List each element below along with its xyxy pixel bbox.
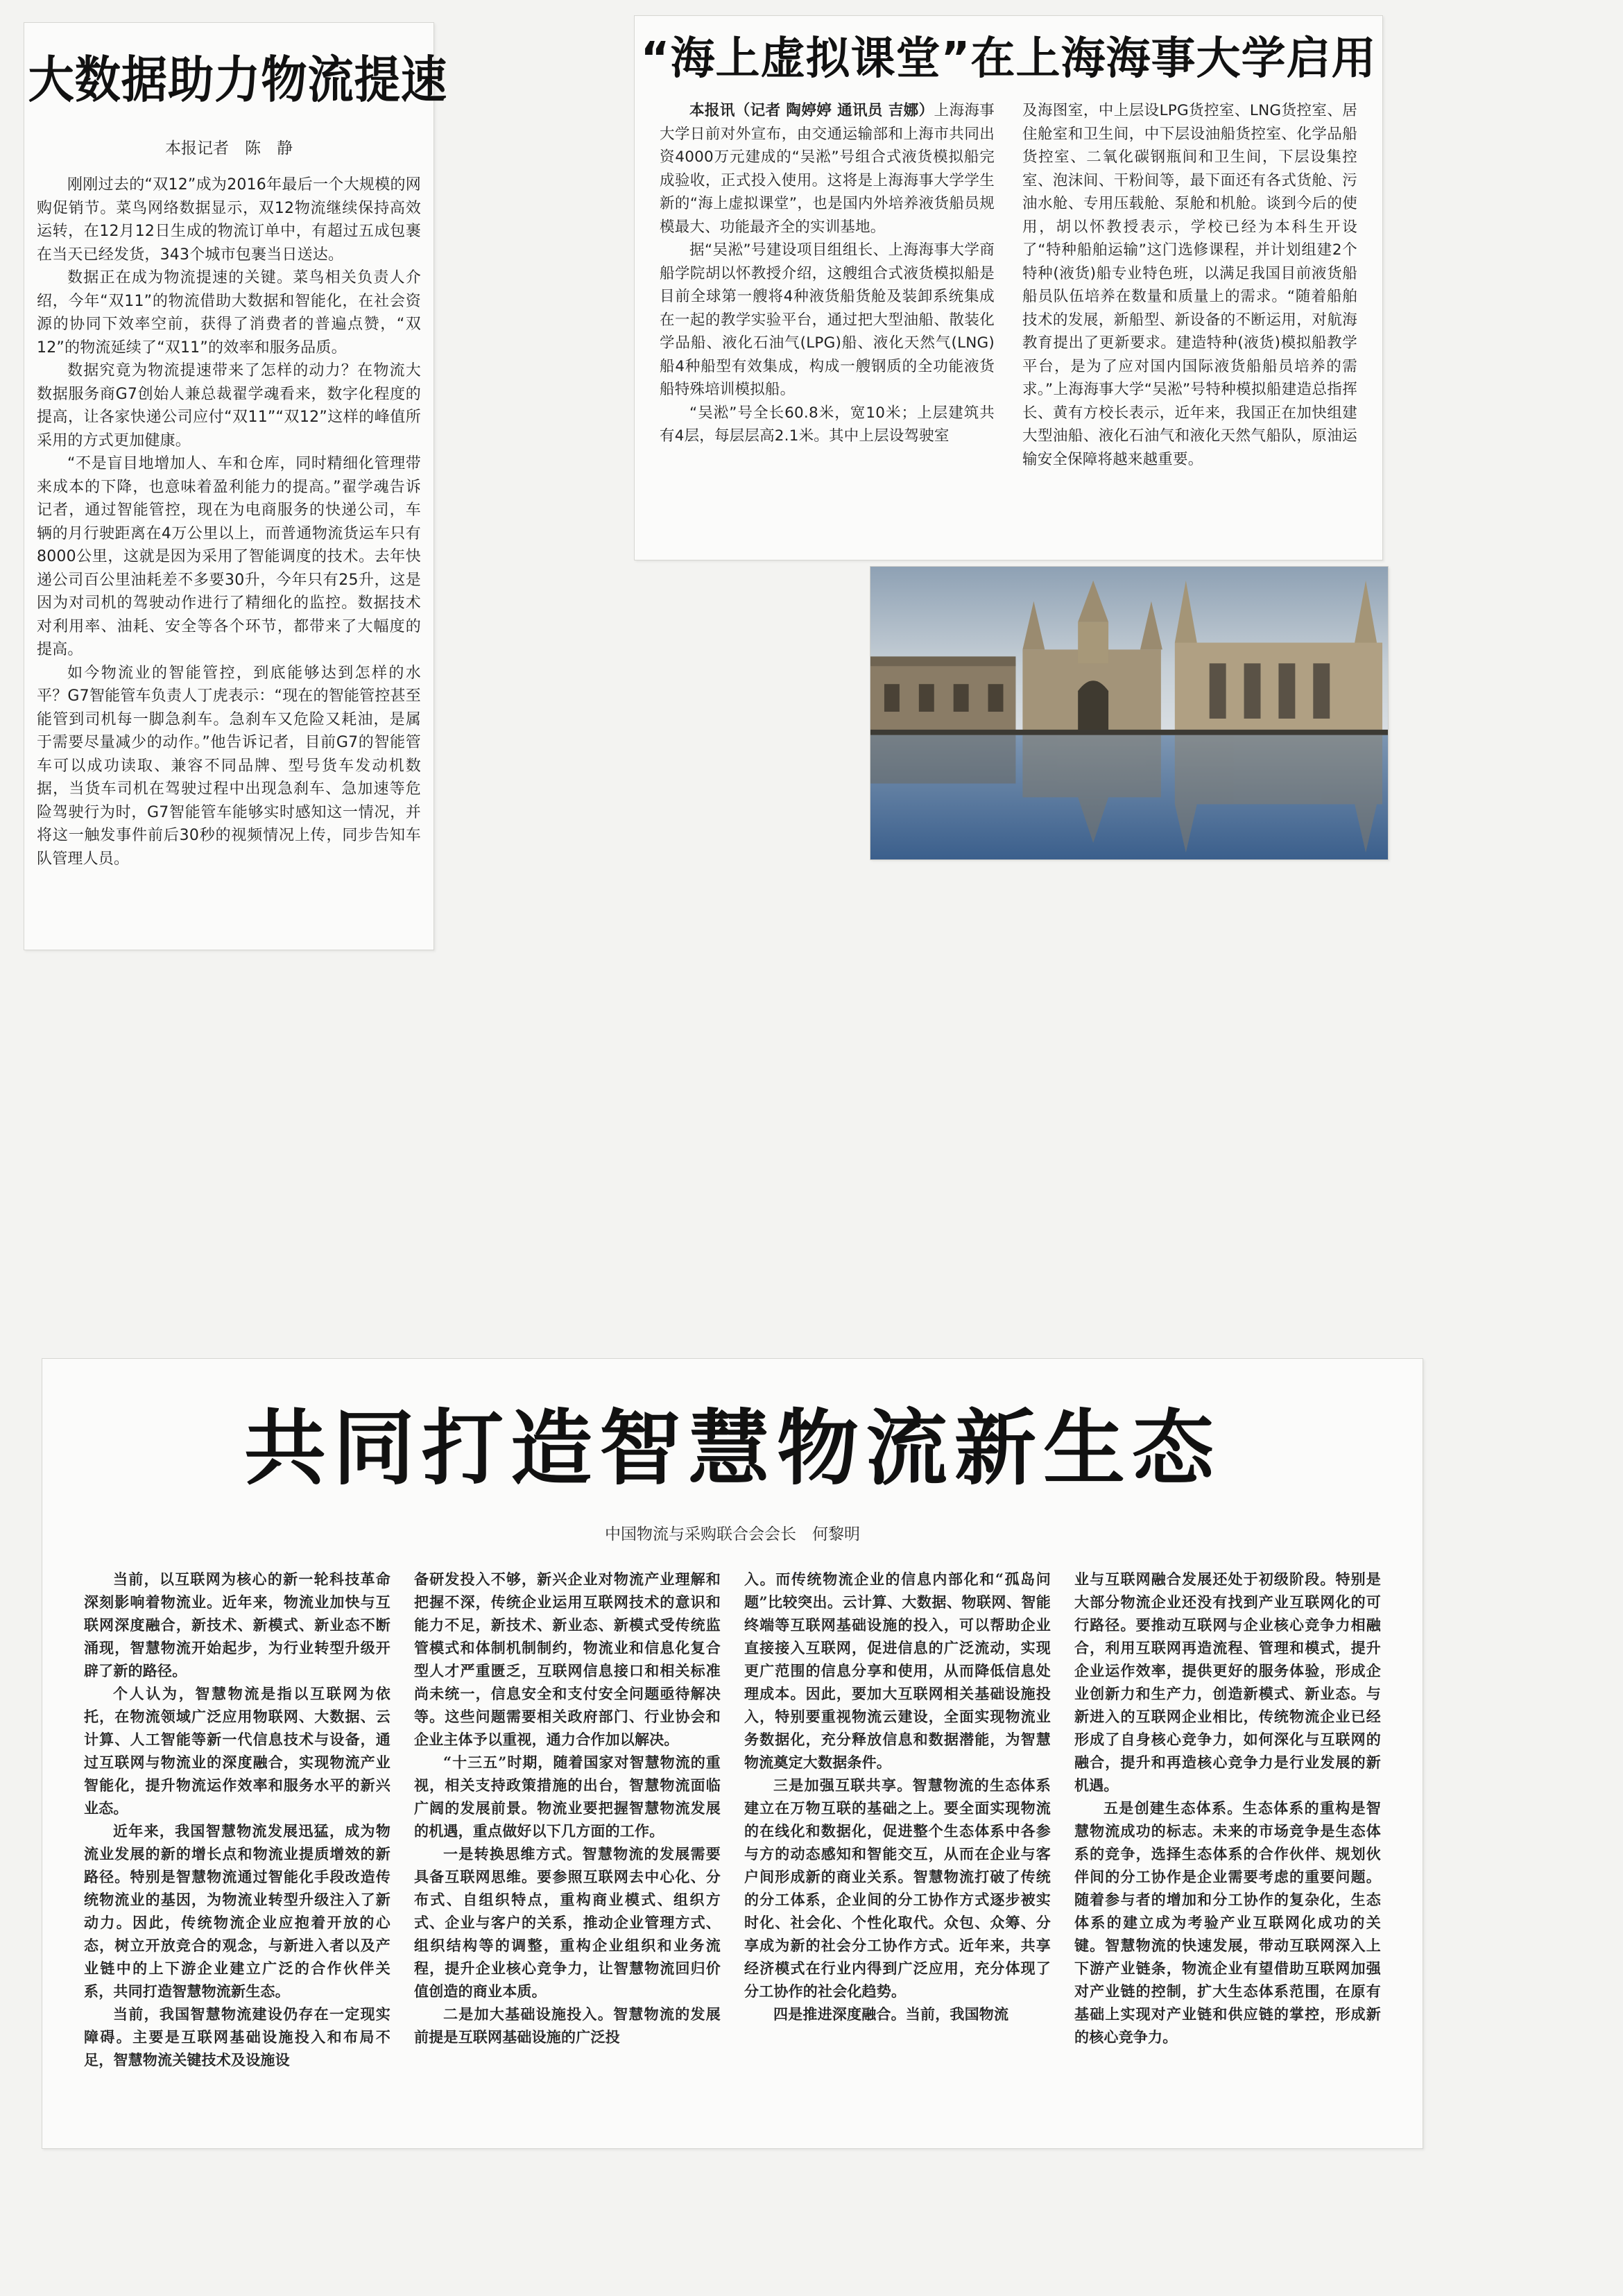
paragraph: “十三五”时期，随着国家对智慧物流的重视，相关支持政策措施的出台，智慧物流面临广阔的发展前景。物流业要把握智慧物流发展的机遇，重点做好以下几方面的工作。 <box>414 1754 721 1840</box>
chapel-reflection-image <box>870 567 1388 859</box>
article-clipping-big-data-logistics <box>24 22 447 950</box>
paragraph: 四是推进深度融合。当前，我国物流 <box>773 2005 1009 2023</box>
headline: 共同打造智慧物流新生态 <box>243 1400 1221 1496</box>
column-1 <box>84 1568 390 2071</box>
news-photo <box>870 566 1389 860</box>
paragraph: 当前，以互联网为核心的新一轮科技革命深刻影响着物流业。近年来，物流业加快与互联网深度融合，新技术、新模式、新业态不断涌现，智慧物流开始起步，为行业转型升级开辟了新的路径。 <box>84 1570 390 1679</box>
lead-credit: 本报讯（记者 陶婷婷 通讯员 吉娜） <box>689 102 934 119</box>
column-2 <box>414 1568 721 2071</box>
paragraph: 二是加大基础设施投入。智慧物流的发展前提是互联网基础设施的广泛投 <box>414 2005 721 2046</box>
column-2 <box>1022 99 1357 471</box>
column-1 <box>660 99 995 471</box>
paragraph <box>660 99 995 239</box>
byline: 中国物流与采购联合会会长 何黎明 <box>605 1525 860 1543</box>
paragraph: 五是创建生态体系。生态体系的重构是智慧物流成功的标志。未来的市场竞争是生态体系的竞争，选择生态体系的合作伙伴、规划伙伴间的分工协作是企业需要考虑的重要问题。随着参与者的增加和分工协作的复杂化，生态体系的建立成为考验产业互联网化成功的关键。智慧物流的快速发展，带动互联网深入上下游产业链条，物流企业有望借助互联网加强对产业链的控制，扩大生态体系范围，在原有基础上实现对产业链和供应链的掌控，形成新的核心竞争力。 <box>1074 1799 1381 2046</box>
paragraph: 如今物流业的智能管控，到底能够达到怎样的水平？G7智能管车负责人丁虎表示：“现在的智能管控甚至能管到司机每一脚急刹车。急刹车又危险又耗油，是属于需要尽量减少的动作。”他告诉记者，目前G7的智能管车可以成功读取、兼容不同品牌、型号货车发动机数据，当货车司机在驾驶过程中出现急刹车、急加速等危险驾驶行为时，G7智能管车能够实时感知这一情况，并将这一触发事件前后30秒的视频情况上传，同步告知车队管理人员。 <box>37 664 421 868</box>
headline: “海上虚拟课堂”在上海海事大学启用 <box>640 33 1377 85</box>
article-clipping-virtual-classroom <box>634 15 1383 560</box>
paragraph: 数据究竟为物流提速带来了怎样的动力？在物流大数据服务商G7创始人兼总裁翟学魂看来，数字化程度的提高，让各家快递公司应付“双11”“双12”这样的峰值所采用的方式更加健康。 <box>37 362 421 449</box>
paragraph: 一是转换思维方式。智慧物流的发展需要具备互联网思维。要参照互联网去中心化、分布式、自组织特点，重构商业模式、组织方式、企业与客户的关系，推动企业管理方式、组织结构等的调整，重构企业组织和业务流程，提升企业核心竞争力，让智慧物流回归价值创造的商业本质。 <box>414 1845 721 2000</box>
paragraph: 当前，我国智慧物流建设仍存在一定现实障碍。主要是互联网基础设施投入和布局不足，智慧物流关键技术及设施设 <box>84 2005 390 2068</box>
column-3 <box>744 1568 1051 2071</box>
headline: 大数据助力物流提速 <box>28 51 447 109</box>
byline: 本报记者 陈 静 <box>165 139 293 157</box>
paragraph: 业与互联网融合发展还处于初级阶段。特别是大部分物流企业还没有找到产业互联网化的可行路径。要推动互联网与企业核心竞争力相融合，利用互联网再造流程、管理和模式，提升企业运作效率，提供更好的服务体验，形成企业创新力和生产力，创造新模式、新业态。与新进入的互联网企业相比，传统物流企业已经形成了自身核心竞争力，如何深化与互联网的融合，提升和再造核心竞争力是行业发展的新机遇。 <box>1074 1570 1381 1794</box>
paragraph: 三是加强互联共享。智慧物流的生态体系建立在万物互联的基础之上。要全面实现物流的在线化和数据化，促进整个生态体系中各参与方的动态感知和智能交互，从而在企业与客户间形成新的商业关系。智慧物流打破了传统的分工体系，企业间的分工协作方式逐步被实时化、社会化、个性化取代。众包、众筹、分享成为新的社会分工协作方式。近年来，共享经济模式在行业内得到广泛应用，充分体现了分工协作的社会化趋势。 <box>744 1776 1051 2000</box>
paragraph: 刚刚过去的“双12”成为2016年最后一个大规模的网购促销节。菜鸟网络数据显示，双12物流继续保持高效运转，在12月12日生成的物流订单中，有超过五成包裹在当天已经发货，343个城市包裹当日送达。 <box>37 176 421 264</box>
paragraph: 近年来，我国智慧物流发展迅猛，成为物流业发展的新的增长点和物流业提质增效的新路径。特别是智慧物流通过智能化手段改造传统物流业的基因，为物流业转型升级注入了新动力。因此，传统物流企业应抱着开放的心态，树立开放竞合的观念，与新进入者以及产业链中的上下游企业建立广泛的合作伙伴关系，共同打造智慧物流新生态。 <box>84 1822 390 2000</box>
article-clipping-smart-logistics <box>42 1358 1423 2149</box>
paragraph: 入。而传统物流企业的信息内部化和“孤岛问题”比较突出。云计算、大数据、物联网、智能终端等互联网基础设施的投入，可以帮助企业直接接入互联网，促进信息的广泛流动，实现更广范围的信息分享和使用，从而降低信息处理成本。因此，要加大互联网相关基础设施投入，特别要重视物流云建设，全面实现物流业务数据化，充分释放信息和数据潜能，为智慧物流奠定大数据条件。 <box>744 1570 1051 1771</box>
paragraph: 备研发投入不够，新兴企业对物流产业理解和把握不深，传统企业运用互联网技术的意识和能力不足，新技术、新业态、新模式受传统监管模式和体制机制制约，物流业和信息化复合型人才严重匮乏，互联网信息接口和相关标准尚未统一，信息安全和支付安全问题亟待解决等。这些问题需要相关政府部门、行业协会和企业主体予以重视，通力合作加以解决。 <box>414 1570 721 1748</box>
article-body <box>24 173 433 871</box>
column-4 <box>1074 1568 1381 2071</box>
paragraph: 数据正在成为物流提速的关键。菜鸟相关负责人介绍，今年“双11”的物流借助大数据和智能化，在社会资源的协同下效率空前，获得了消费者的普遍点赞，“双12”的物流延续了“双11”的效率和服务品质。 <box>37 269 421 357</box>
paragraph: “不是盲目地增加人、车和仓库，同时精细化管理带来成本的下降，也意味着盈利能力的提高。”翟学魂告诉记者，通过智能管控，现在为电商服务的快递公司，车辆的月行驶距离在4万公里以上，而普通物流货运车只有8000公里，这就是因为采用了智能调度的技术。去年快递公司百公里油耗差不多要30升，今年只有25升，这是因为对司机的驾驶动作进行了精细化的监控。数据技术对利用率、油耗、安全等各个环节，都带来了大幅度的提高。 <box>37 455 421 658</box>
paragraph-text: 上海海事大学日前对外宣布，由交通运输部和上海市共同出资4000万元建成的“吴淞”号组合式液货模拟船完成验收，正式投入使用。这将是上海海事大学学生新的“海上虚拟课堂”，也是国内外培养液货船员规模最大、功能最齐全的实训基地。 <box>660 102 995 236</box>
article-columns <box>635 87 1382 471</box>
paragraph: 个人认为，智慧物流是指以互联网为依托，在物流领域广泛应用物联网、大数据、云计算、人工智能等新一代信息技术与设备，通过互联网与物流业的深度融合，实现物流产业智能化，提升物流运作效率和服务水平的新兴业态。 <box>84 1685 390 1817</box>
paragraph: 据“吴淞”号建设项目组组长、上海海事大学商船学院胡以怀教授介绍，这艘组合式液货模拟船是目前全球第一艘将4种液货船货舱及装卸系统集成在一起的教学实验平台，通过把大型油船、散装化学品船、液化石油气(LPG)船、液化天然气(LNG)船4种船型有效集成，构成一艘钢质的全功能液货船特殊培训模拟船。 <box>660 241 995 398</box>
paragraph: “吴淞”号全长60.8米，宽10米；上层建筑共有4层，每层层高2.1米。其中上层设驾驶室 <box>660 404 995 445</box>
article-columns <box>42 1568 1423 2071</box>
paragraph: 及海图室，中上层设LPG货控室、LNG货控室、居住舱室和卫生间，中下层设油船货控室、化学品船货控室、二氧化碳钢瓶间和卫生间，下层设集控室、泡沫间、干粉间等，最下面还有各式货舱、污油水舱、专用压载舱、泵舱和机舱。谈到今后的使用，胡以怀教授表示，学校已经为本科生开设了“特种船舶运输”这门选修课程，并计划组建2个特种(液货)船专业特色班，以满足我国目前液货船船员队伍培养在数量和质量上的需求。“随着船舶技术的发展，新船型、新设备的不断运用，对航海教育提出了更新要求。建造特种(液货)模拟船教学平台，是为了应对国内国际液货船船员培养的需求。”上海海事大学“吴淞”号特种模拟船建造总指挥长、黄有方校长表示，近年来，我国正在加快组建大型油船、液化石油气和液化天然气船队，原油运输安全保障将越来越重要。 <box>1022 102 1357 468</box>
